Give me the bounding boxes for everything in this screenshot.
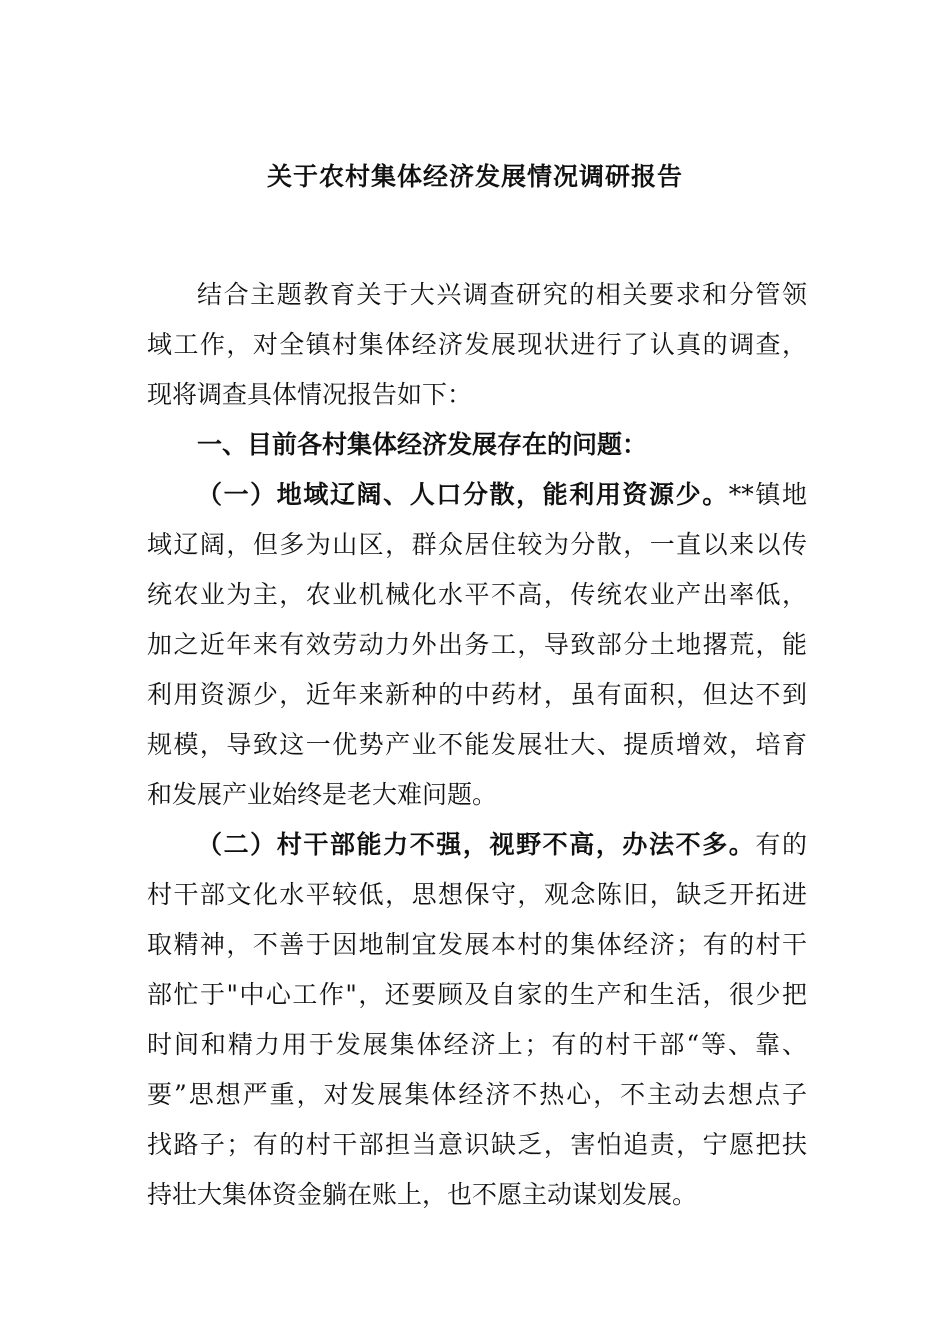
item2-first-line bbox=[147, 820, 807, 870]
document-title: 关于农村集体经济发展情况调研报告 bbox=[266, 162, 683, 191]
item1-lead-text: **镇地 bbox=[728, 480, 807, 509]
item2-line-5: 要”思想严重，对发展集体经济不热心，不主动去想点子 bbox=[147, 1080, 807, 1109]
item2-line-4: 时间和精力用于发展集体经济上；有的村干部“等、靠、 bbox=[147, 1030, 807, 1059]
item2-line-7: 持壮大集体资金躺在账上，也不愿主动谋划发展。 bbox=[147, 1180, 698, 1209]
item1-heading: （一）地域辽阔、人口分散，能利用资源少。 bbox=[197, 480, 729, 509]
item2-line-2: 取精神，不善于因地制宜发展本村的集体经济；有的村干 bbox=[147, 930, 807, 959]
intro-line-1: 结合主题教育关于大兴调查研究的相关要求和分管领 bbox=[197, 280, 807, 309]
item2-line-3: 部忙于"中心工作"，还要顾及自家的生产和生活，很少把 bbox=[147, 980, 807, 1009]
item2-line-6: 找路子；有的村干部担当意识缺乏，害怕追责，宁愿把扶 bbox=[147, 1130, 807, 1159]
document-body bbox=[147, 270, 807, 1220]
intro-line-2: 域工作，对全镇村集体经济发展现状进行了认真的调查， bbox=[147, 330, 807, 359]
item2-heading: （二）村干部能力不强，视野不高，办法不多。 bbox=[197, 830, 756, 859]
item1-line-3: 加之近年来有效劳动力外出务工，导致部分土地撂荒，能 bbox=[147, 630, 807, 659]
item2-lead-text: 有的 bbox=[755, 830, 807, 859]
item1-line-1: 域辽阔，但多为山区，群众居住较为分散，一直以来以传 bbox=[147, 530, 807, 559]
item1-line-5: 规模，导致这一优势产业不能发展壮大、提质增效，培育 bbox=[147, 730, 807, 759]
item2-line-1: 村干部文化水平较低，思想保守，观念陈旧，缺乏开拓进 bbox=[147, 880, 807, 909]
item1-line-6: 和发展产业始终是老大难问题。 bbox=[147, 780, 498, 809]
item1-first-line bbox=[147, 470, 807, 520]
item1-line-4: 利用资源少，近年来新种的中药材，虽有面积，但达不到 bbox=[147, 680, 807, 709]
section-heading: 一、目前各村集体经济发展存在的问题： bbox=[197, 430, 648, 459]
item1-line-2: 统农业为主，农业机械化水平不高，传统农业产出率低， bbox=[147, 580, 807, 609]
intro-line-3: 现将调查具体情况报告如下： bbox=[147, 380, 473, 409]
